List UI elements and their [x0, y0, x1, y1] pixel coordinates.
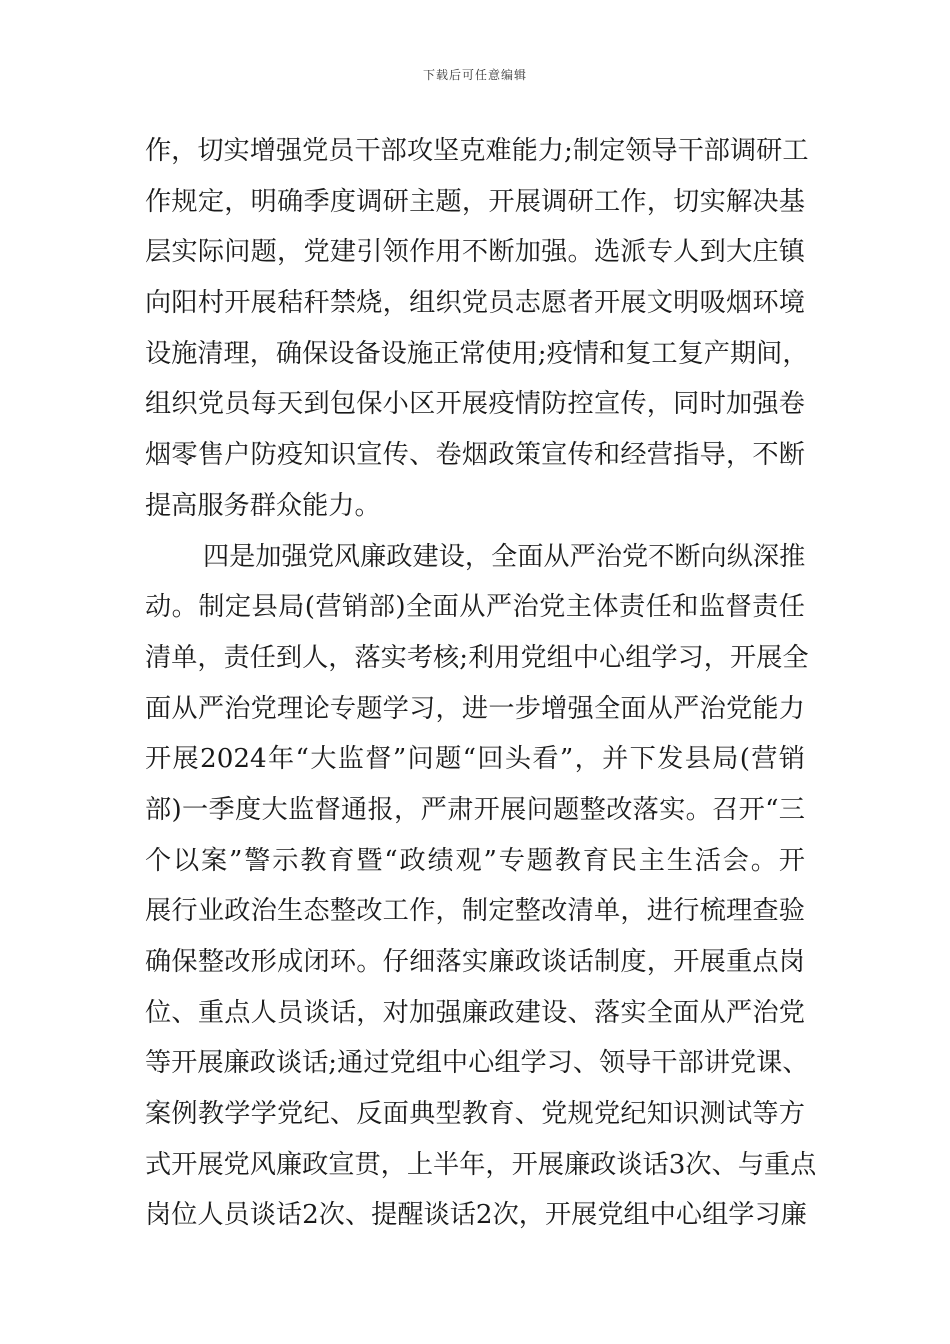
text-line: 式开展党风廉政宣贯，上半年，开展廉政谈话3次、与重点: [145, 1149, 817, 1180]
text-line: 面从严治党理论专题学习，进一步增强全面从严治党能力: [145, 693, 805, 724]
text-line: 烟零售户防疫知识宣传、卷烟政策宣传和经营指导，不断: [145, 440, 805, 471]
text-line: 确保整改形成闭环。仔细落实廉政谈话制度，开展重点岗: [145, 947, 805, 977]
text-line: 动。制定县局(营销部)全面从严治党主体责任和监督责任: [145, 592, 805, 623]
text-line: 层实际问题，党建引领作用不断加强。选派专人到大庄镇: [145, 237, 805, 268]
document-body: [145, 126, 817, 1241]
text-line: 部)一季度大监督通报，严肃开展问题整改落实。召开“三: [145, 794, 805, 825]
text-line: 开展2024年“大监督”问题“回头看”，并下发县局(营销: [145, 744, 805, 775]
text-line: 位、重点人员谈话，对加强廉政建设、落实全面从严治党: [145, 997, 805, 1028]
text-line: 清单，责任到人，落实考核;利用党组中心组学习，开展全: [145, 642, 809, 673]
text-line: 设施清理，确保设备设施正常使用;疫情和复工复产期间，: [145, 338, 809, 369]
paragraph-2: [145, 532, 817, 1242]
text-line: 向阳村开展秸秆禁烧，组织党员志愿者开展文明吸烟环境: [145, 288, 805, 319]
text-line: 案例教学学党纪、反面典型教育、党规党纪知识测试等方: [145, 1099, 805, 1130]
text-line: 四是加强党风廉政建设，全面从严治党不断向纵深推: [203, 541, 806, 572]
text-line: 作规定，明确季度调研主题，开展调研工作，切实解决基: [145, 186, 805, 217]
text-line: 个以案”警示教育暨“政绩观”专题教育民主生活会。开: [145, 845, 805, 876]
text-line: 提高服务群众能力。: [145, 490, 381, 521]
text-line: 作，切实增强党员干部攻坚克难能力;制定领导干部调研工: [145, 136, 809, 166]
text-line: 岗位人员谈话2次、提醒谈话2次，开展党组中心组学习廉: [145, 1200, 807, 1231]
page-header: 下载后可任意编辑: [422, 68, 527, 82]
text-line: 等开展廉政谈话;通过党组中心组学习、领导干部讲党课、: [145, 1048, 809, 1079]
text-line: 组织党员每天到包保小区开展疫情防控宣传，同时加强卷: [145, 389, 805, 420]
paragraph-1: [145, 126, 809, 532]
text-line: 展行业政治生态整改工作，制定整改清单，进行梳理查验: [145, 896, 805, 927]
